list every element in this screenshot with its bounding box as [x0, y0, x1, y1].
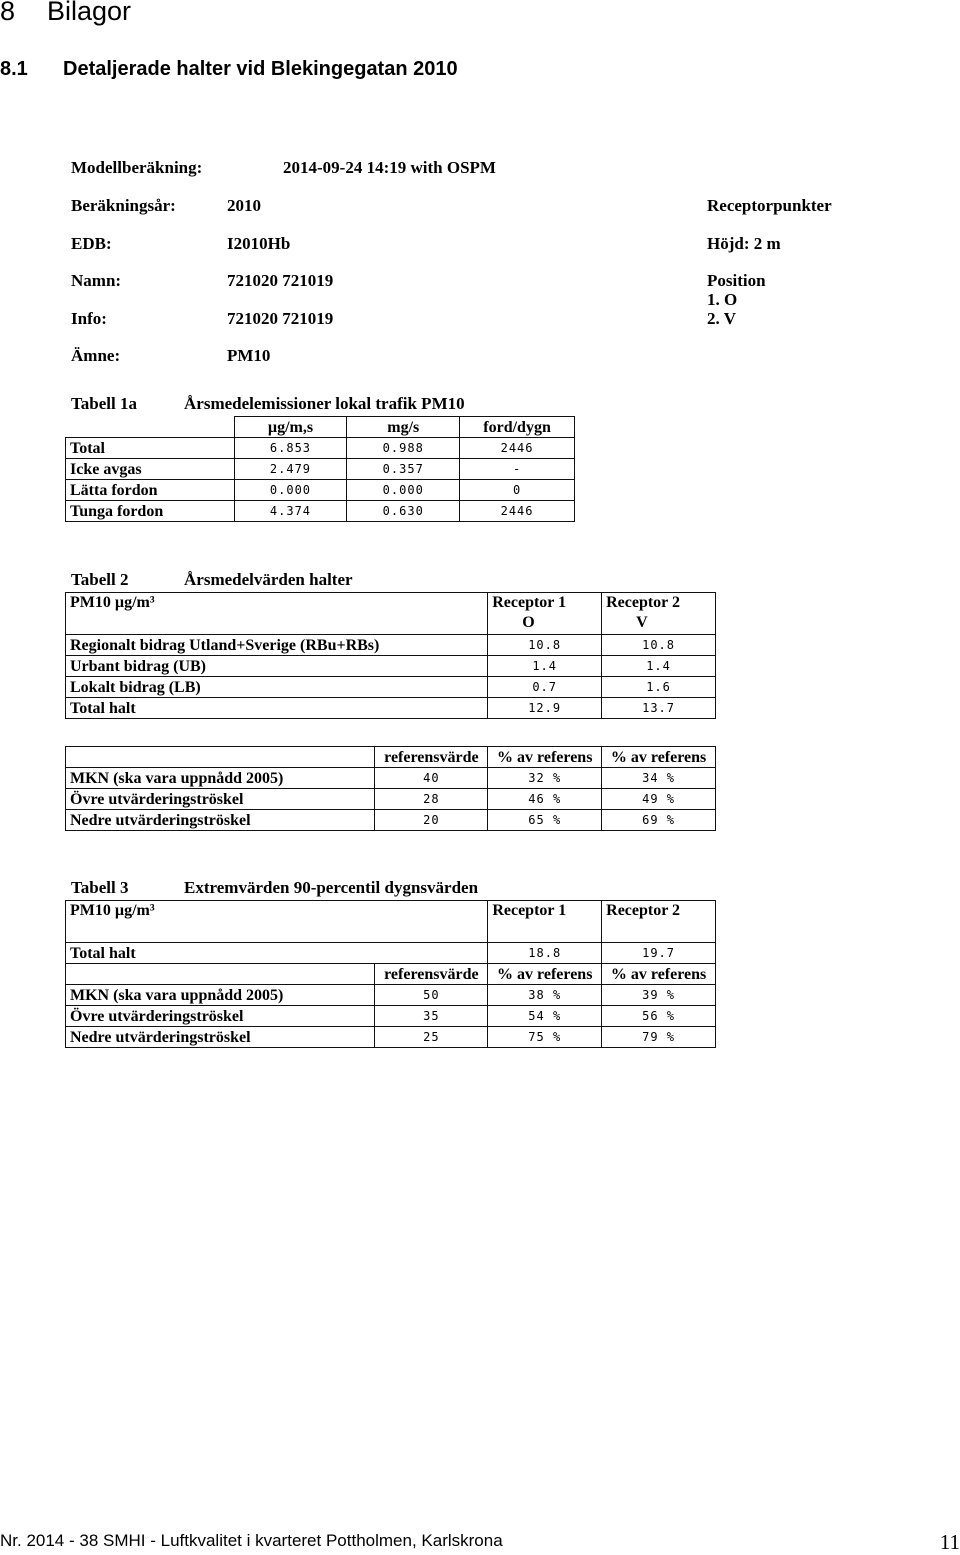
receptor-2-label: Receptor 2	[606, 594, 680, 611]
receptor-2-header	[602, 593, 716, 635]
table-row	[66, 1006, 716, 1027]
table-cell: 10.8	[488, 635, 602, 656]
table-cell-empty	[66, 964, 375, 985]
meta-label-year: Beräkningsår:	[71, 196, 176, 215]
table-cell-empty	[66, 747, 375, 768]
receptor-2-label: Receptor 2	[602, 901, 716, 943]
table-cell: 2446	[460, 501, 575, 522]
receptor-position-2: 2. V	[707, 309, 736, 328]
tabell3-table	[65, 900, 716, 1048]
meta-value-namn: 721020 721019	[227, 271, 334, 290]
table-cell: 69 %	[602, 810, 716, 831]
meta-value-amne: PM10	[227, 346, 271, 365]
table-cell: 10.8	[602, 635, 716, 656]
table-cell: 2.479	[234, 459, 347, 480]
row-label: Nedre utvärderingströskel	[66, 1027, 375, 1048]
receptor-position-1: 1. O	[707, 290, 738, 309]
section-heading	[0, 58, 458, 81]
tabell1a-table	[65, 416, 575, 522]
table-cell: 1.4	[488, 656, 602, 677]
table-cell: 1.4	[602, 656, 716, 677]
receptor-height: Höjd: 2 m	[707, 234, 781, 253]
table-cell: 1.6	[602, 677, 716, 698]
meta-value-info: 721020 721019	[227, 309, 334, 328]
table-cell: 13.7	[602, 698, 716, 719]
receptor-1-label: Receptor 1	[492, 594, 567, 611]
row-label: Regionalt bidrag Utland+Sverige (RBu+RBs)	[66, 635, 488, 656]
column-header: µg/m,s	[234, 417, 347, 438]
table-cell: 46 %	[488, 789, 602, 810]
table-header-row	[66, 417, 575, 438]
table-header-row	[66, 964, 716, 985]
table-cell: 79 %	[602, 1027, 716, 1048]
receptor-2-position: V	[636, 614, 648, 631]
receptor-1-header	[488, 593, 602, 635]
section-title: Detaljerade halter vid Blekingegatan 2010	[63, 58, 458, 80]
modell-label: Modellberäkning:	[71, 158, 203, 177]
tabell3-label: Tabell 3	[71, 878, 129, 897]
table-row	[66, 480, 575, 501]
meta-label-edb: EDB:	[71, 234, 112, 253]
table-cell: 0.000	[234, 480, 347, 501]
column-header: mg/s	[347, 417, 460, 438]
table-cell: 56 %	[602, 1006, 716, 1027]
table-row	[66, 985, 716, 1006]
table-cell: 4.374	[234, 501, 347, 522]
row-label: MKN (ska vara uppnådd 2005)	[66, 985, 375, 1006]
table-cell: 20	[375, 810, 488, 831]
row-label: Urbant bidrag (UB)	[66, 656, 488, 677]
table-cell: 35	[375, 1006, 488, 1027]
column-header: ford/dygn	[460, 417, 575, 438]
table-cell: 40	[375, 768, 488, 789]
row-label: Övre utvärderingströskel	[66, 1006, 375, 1027]
table-row	[66, 768, 716, 789]
receptor-1-position: O	[522, 614, 535, 631]
table-row	[66, 656, 716, 677]
table-cell: 34 %	[602, 768, 716, 789]
row-label: Tunga fordon	[66, 501, 235, 522]
meta-value-edb: I2010Hb	[227, 234, 291, 253]
column-header: % av referens	[488, 964, 602, 985]
table-cell: -	[460, 459, 575, 480]
table-row	[66, 635, 716, 656]
row-label: Icke avgas	[66, 459, 235, 480]
meta-label-info: Info:	[71, 309, 107, 328]
chapter-number: 8	[0, 0, 16, 26]
table-cell: 6.853	[234, 438, 347, 459]
chapter-heading	[0, 0, 131, 27]
receptor-1-label: Receptor 1	[488, 901, 602, 943]
table-cell: 0.357	[347, 459, 460, 480]
table-cell: 50	[375, 985, 488, 1006]
table-cell: 39 %	[602, 985, 716, 1006]
table-cell: 0.7	[488, 677, 602, 698]
table-cell: 38 %	[488, 985, 602, 1006]
column-header: % av referens	[602, 964, 716, 985]
row-label: Övre utvärderingströskel	[66, 789, 375, 810]
table-cell: 49 %	[602, 789, 716, 810]
table-cell: 0.988	[347, 438, 460, 459]
table-cell: 2446	[460, 438, 575, 459]
table-cell: 75 %	[488, 1027, 602, 1048]
chapter-title: Bilagor	[47, 0, 132, 26]
table-cell: 65 %	[488, 810, 602, 831]
tabell2-title: Årsmedelvärden halter	[184, 570, 353, 589]
table-row	[66, 438, 575, 459]
table-cell: 19.7	[602, 943, 716, 964]
receptor-title: Receptorpunkter	[707, 196, 832, 215]
table-row	[66, 943, 716, 964]
meta-value-year: 2010	[227, 196, 261, 215]
table-cell: 0.630	[347, 501, 460, 522]
table-header-row	[66, 593, 716, 635]
table-cell: 18.8	[488, 943, 602, 964]
column-header: referensvärde	[375, 747, 488, 768]
meta-label-amne: Ämne:	[71, 346, 121, 365]
tabell2-table	[65, 592, 716, 719]
table-cell: 12.9	[488, 698, 602, 719]
table-header-row	[66, 901, 716, 943]
tabell2-label: Tabell 2	[71, 570, 129, 589]
table-cell: 54 %	[488, 1006, 602, 1027]
row-label: Lätta fordon	[66, 480, 235, 501]
row-label: Lokalt bidrag (LB)	[66, 677, 488, 698]
row-label: Total halt	[66, 943, 488, 964]
page-number: 11	[939, 1530, 960, 1554]
table-cell: 25	[375, 1027, 488, 1048]
table-cell: 0.000	[347, 480, 460, 501]
table-cell: 32 %	[488, 768, 602, 789]
row-label: Total halt	[66, 698, 488, 719]
table-row	[66, 501, 575, 522]
table-cell: 28	[375, 789, 488, 810]
table-cell-empty	[66, 417, 235, 438]
column-header: % av referens	[602, 747, 716, 768]
receptor-position-label: Position	[707, 271, 766, 290]
table-row	[66, 1027, 716, 1048]
meta-label-namn: Namn:	[71, 271, 122, 290]
section-number: 8.1	[0, 58, 28, 80]
modell-value: 2014-09-24 14:19 with OSPM	[283, 158, 496, 177]
tabell2-reference-table	[65, 746, 716, 831]
tabell1a-title: Årsmedelemissioner lokal trafik PM10	[184, 394, 465, 413]
table-row	[66, 789, 716, 810]
tabell1a-label: Tabell 1a	[71, 394, 137, 413]
row-label: Total	[66, 438, 235, 459]
column-header: referensvärde	[375, 964, 488, 985]
table-row	[66, 698, 716, 719]
table-row	[66, 810, 716, 831]
row-label: MKN (ska vara uppnådd 2005)	[66, 768, 375, 789]
table-row	[66, 677, 716, 698]
tabell3-title: Extremvärden 90-percentil dygnsvärden	[184, 878, 479, 897]
table-header-row	[66, 747, 716, 768]
column-header: % av referens	[488, 747, 602, 768]
unit-label: PM10 µg/m³	[66, 593, 488, 635]
row-label: Nedre utvärderingströskel	[66, 810, 375, 831]
table-row	[66, 459, 575, 480]
unit-label: PM10 µg/m³	[66, 901, 488, 943]
footer-text: Nr. 2014 - 38 SMHI - Luftkvalitet i kvarteret Pottholmen, Karlskrona	[0, 1531, 503, 1550]
table-cell: 0	[460, 480, 575, 501]
